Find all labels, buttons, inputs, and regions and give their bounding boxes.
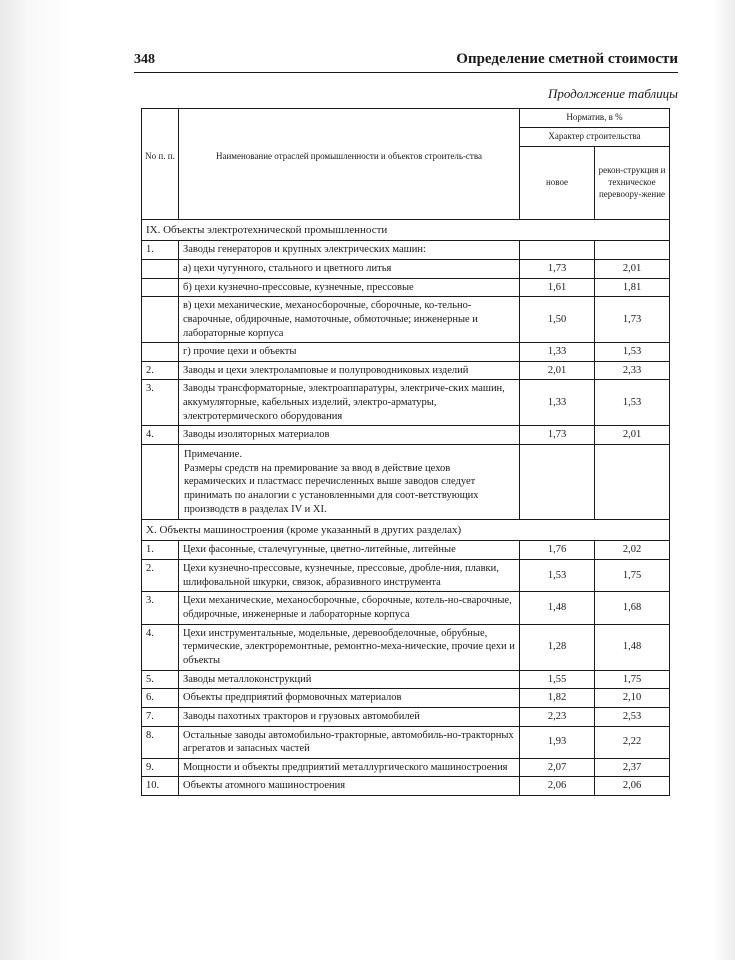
value-reconstruction: 2,06 [595, 777, 670, 796]
value-reconstruction: 1,81 [595, 278, 670, 297]
row-name: Мощности и объекты предприятий металлургического машиностроения [179, 758, 520, 777]
value-new: 1,73 [520, 426, 595, 445]
value-new: 2,01 [520, 361, 595, 380]
row-number [142, 343, 179, 362]
table-row [142, 592, 670, 624]
value-reconstruction: 2,37 [595, 758, 670, 777]
value-reconstruction: 2,33 [595, 361, 670, 380]
value-new: 2,06 [520, 777, 595, 796]
header-norm: Норматив, в % [520, 109, 670, 128]
row-number: 1. [142, 541, 179, 560]
section-title: IX. Объекты электротехнической промышленности [142, 220, 670, 241]
row-name: Заводы пахотных тракторов и грузовых автомобилей [179, 707, 520, 726]
value-new: 1,28 [520, 624, 595, 670]
row-number: 8. [142, 726, 179, 758]
header-row-1 [142, 109, 670, 128]
scan-edge-left [0, 0, 70, 960]
row-number: 7. [142, 707, 179, 726]
header-new: новое [520, 147, 595, 220]
note-number-cell [142, 444, 179, 519]
page-number: 348 [134, 52, 155, 67]
row-name: а) цехи чугунного, стального и цветного литья [179, 259, 520, 278]
value-reconstruction: 1,48 [595, 624, 670, 670]
header-reconstruction: рекон-струкция и техническое перевоору-жение [595, 147, 670, 220]
value-new: 1,82 [520, 689, 595, 708]
table-row [142, 707, 670, 726]
row-name: Заводы металлоконструкций [179, 670, 520, 689]
row-number: 6. [142, 689, 179, 708]
row-name: в) цехи механические, механосборочные, сборочные, ко-тельно-сварочные, обдирочные, намоточные, обмоточные; инженерные и лабораторные корпуса [179, 297, 520, 343]
table-row [142, 624, 670, 670]
table-row [142, 241, 670, 260]
table-row [142, 560, 670, 592]
table-row [142, 278, 670, 297]
table-row [142, 259, 670, 278]
section-title: X. Объекты машиностроения (кроме указанный в других разделах) [142, 520, 670, 541]
table-row [142, 426, 670, 445]
value-new: 1,48 [520, 592, 595, 624]
row-number: 5. [142, 670, 179, 689]
row-number: 9. [142, 758, 179, 777]
value-reconstruction: 2,02 [595, 541, 670, 560]
value-reconstruction: 1,75 [595, 670, 670, 689]
value-reconstruction: 1,53 [595, 343, 670, 362]
row-number: 3. [142, 380, 179, 426]
table-row [142, 689, 670, 708]
value-new [520, 241, 595, 260]
norms-table [141, 108, 670, 796]
note-empty-recon [595, 444, 670, 519]
scan-edge-right [713, 0, 735, 960]
value-new: 2,23 [520, 707, 595, 726]
section-row [142, 520, 670, 541]
value-reconstruction: 2,53 [595, 707, 670, 726]
table-row [142, 380, 670, 426]
table-row [142, 777, 670, 796]
row-name: Остальные заводы автомобильно-тракторные, автомобиль-но-тракторных агрегатов и запасных частей [179, 726, 520, 758]
value-new: 1,53 [520, 560, 595, 592]
row-number [142, 297, 179, 343]
note-row [142, 444, 670, 519]
row-number [142, 259, 179, 278]
row-name: Цехи механические, механосборочные, сборочные, котель-но-сварочные, обдирочные, инженерные и лабораторные корпуса [179, 592, 520, 624]
value-new: 2,07 [520, 758, 595, 777]
note-text: Примечание. Размеры средств на премирование за ввод в действие цехов керамических и пластмасс перечисленных выше заводов следует принимать по аналогии с установленными для соот-ветствующих производств в разделах IV и XI. [184, 448, 479, 515]
table-row [142, 361, 670, 380]
row-number: 2. [142, 361, 179, 380]
value-reconstruction: 2,01 [595, 426, 670, 445]
table-row [142, 758, 670, 777]
table-row [142, 670, 670, 689]
row-number: 4. [142, 624, 179, 670]
value-reconstruction: 2,01 [595, 259, 670, 278]
row-name: г) прочие цехи и объекты [179, 343, 520, 362]
row-name: Заводы и цехи электроламповые и полупроводниковых изделий [179, 361, 520, 380]
value-reconstruction: 2,22 [595, 726, 670, 758]
row-number: 2. [142, 560, 179, 592]
row-number: 10. [142, 777, 179, 796]
value-new: 1,73 [520, 259, 595, 278]
value-reconstruction: 1,68 [595, 592, 670, 624]
row-name: Объекты атомного машиностроения [179, 777, 520, 796]
section-row [142, 220, 670, 241]
row-name: б) цехи кузнечно-прессовые, кузнечные, прессовые [179, 278, 520, 297]
row-name: Заводы трансформаторные, электроаппаратуры, электриче-ских машин, аккумуляторные, кабельных изделий, электро-арматуры, электротермического оборудования [179, 380, 520, 426]
table-row [142, 541, 670, 560]
value-new: 1,93 [520, 726, 595, 758]
row-name: Цехи кузнечно-прессовые, кузнечные, прессовые, дробле-ния, плавки, шлифовальной шкурки, связок, абразивного инструмента [179, 560, 520, 592]
value-reconstruction: 1,75 [595, 560, 670, 592]
table-row [142, 297, 670, 343]
table-body [142, 109, 670, 796]
table-row [142, 343, 670, 362]
row-name: Цехи инструментальные, модельные, деревообделочные, обрубные, термические, электроремонтные, ремонтно-меха-нические, прочие цехи и объекты [179, 624, 520, 670]
note-cell [179, 444, 520, 519]
row-name: Заводы генераторов и крупных электрических машин: [179, 241, 520, 260]
row-name: Объекты предприятий формовочных материалов [179, 689, 520, 708]
value-reconstruction: 2,10 [595, 689, 670, 708]
row-name: Цехи фасонные, сталечугунные, цветно-литейные, литейные [179, 541, 520, 560]
value-new: 1,50 [520, 297, 595, 343]
value-new: 1,61 [520, 278, 595, 297]
note-empty-new [520, 444, 595, 519]
value-reconstruction: 1,53 [595, 380, 670, 426]
value-reconstruction [595, 241, 670, 260]
header-rule [134, 72, 678, 73]
running-head: Определение сметной стоимости [456, 51, 678, 67]
value-new: 1,76 [520, 541, 595, 560]
continuation-label: Продолжение таблицы [547, 86, 678, 101]
row-number: 4. [142, 426, 179, 445]
header-number: No п. п. [142, 109, 179, 220]
table-row [142, 726, 670, 758]
row-name: Заводы изоляторных материалов [179, 426, 520, 445]
row-number [142, 278, 179, 297]
row-number: 3. [142, 592, 179, 624]
value-new: 1,55 [520, 670, 595, 689]
row-number: 1. [142, 241, 179, 260]
header-construction-type: Характер строительства [520, 128, 670, 147]
value-reconstruction: 1,73 [595, 297, 670, 343]
value-new: 1,33 [520, 343, 595, 362]
header-name: Наименование отраслей промышленности и объектов строитель-ства [179, 109, 520, 220]
value-new: 1,33 [520, 380, 595, 426]
